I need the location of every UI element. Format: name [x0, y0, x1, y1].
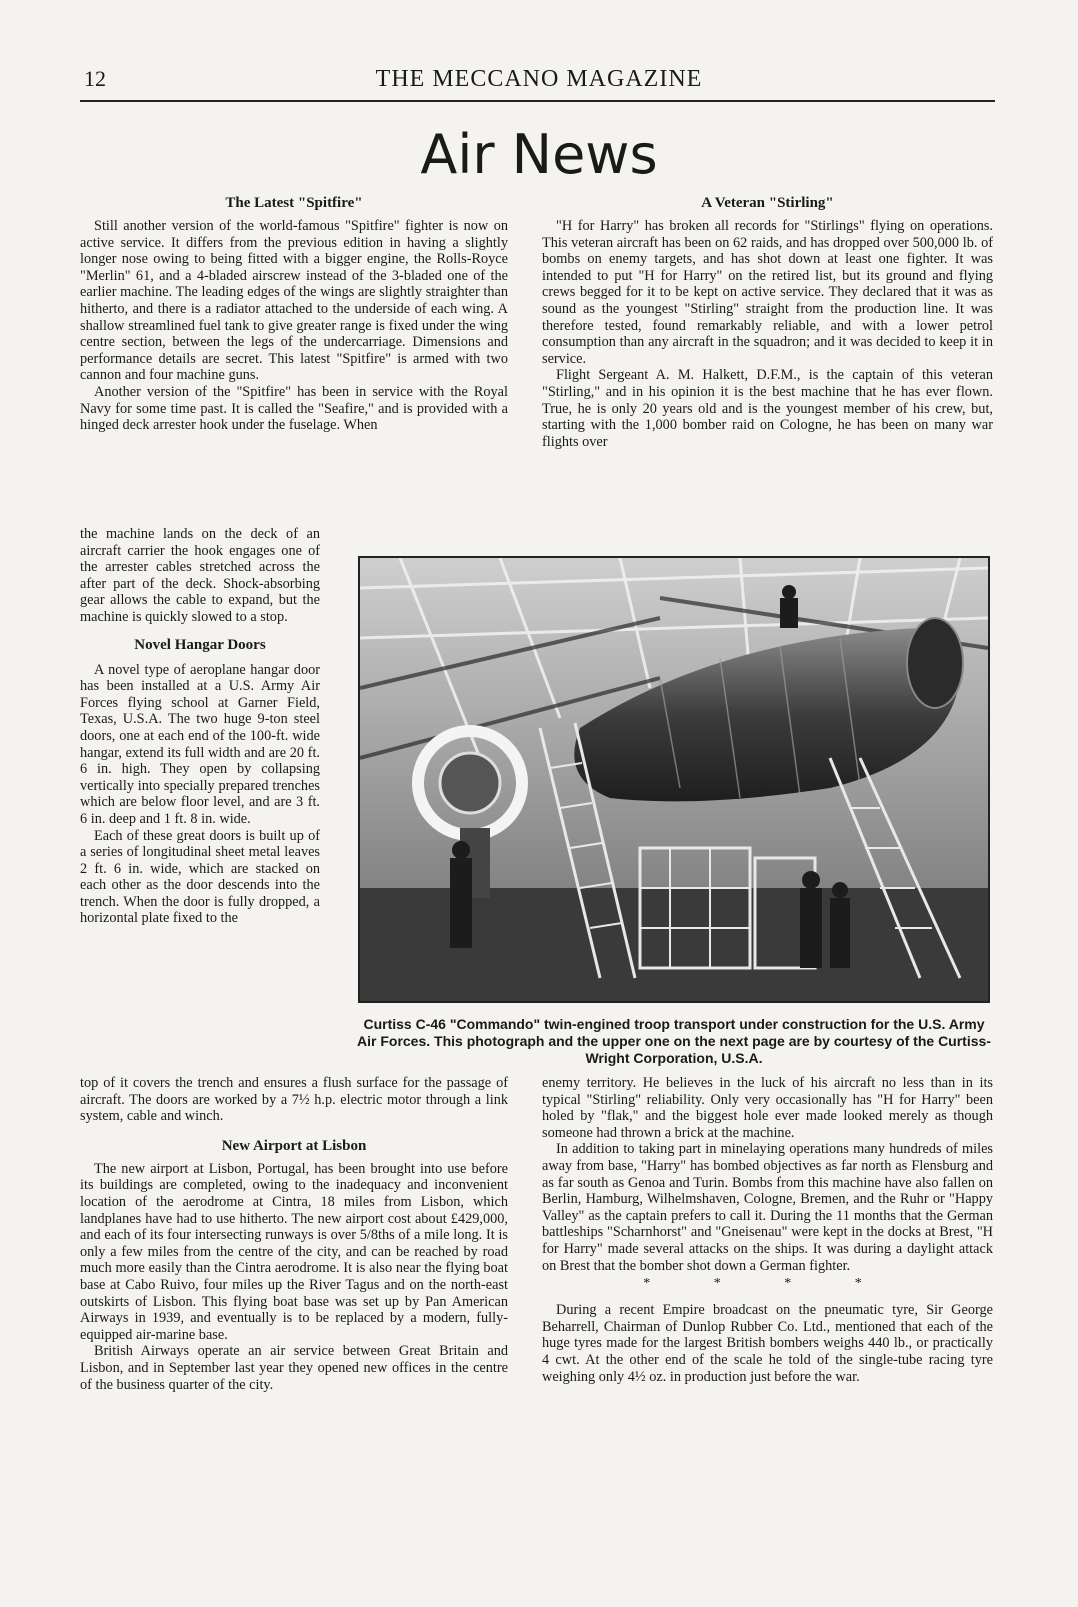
header-rule — [80, 100, 995, 102]
spitfire-paragraph-2-continued: the machine lands on the deck of an aircraft carrier the hook engages one of the arrester cables stretched across the after part of the deck. Shock-absorbing gear allows the cable to expand, but the machine is quickly slowed to a stop. — [80, 526, 320, 625]
aircraft-photo — [358, 556, 990, 1003]
right-lower-column — [542, 1075, 993, 1385]
hangar-paragraph-1: A novel type of aeroplane hangar door has been installed at a U.S. Army Air Forces flying school at Garner Field, Texas, U.S.A. The two huge 9-ton steel doors, one at each end of the 100-ft. wide hangar, extend its full width and are 20 ft. 6 in. high. They open by collapsing vertically into specially prepared trenches which are below floor level, and are 3 ft. 6 in. deep and 1 ft. 8 in. wide. — [80, 661, 320, 827]
stirling-heading: A Veteran "Stirling" — [701, 195, 834, 211]
stirling-article — [542, 194, 993, 450]
page-title: Air News — [420, 123, 658, 186]
lisbon-heading: New Airport at Lisbon — [221, 1137, 367, 1154]
left-lower-column — [80, 1075, 508, 1393]
spitfire-paragraph-2: Another version of the "Spitfire" has been in service with the Royal Navy for some time past. It is called the "Seafire," and is provided with a hinged deck arrester hook under the fuselage. When — [80, 383, 508, 434]
narrow-column — [80, 526, 320, 927]
stirling-paragraph-2-continued: enemy territory. He believes in the luck of his aircraft no less than in its typical "Stirling" reliability. Only very occasionally has "H for Harry" been holed by "flak," and the biggest hole ever made looked merely as though someone had thrown a brick at the machine. — [542, 1075, 993, 1141]
hangar-heading: Novel Hangar Doors — [134, 636, 266, 653]
photo-caption: Curtiss C-46 "Commando" twin-engined troop transport under construction for the U.S. Army Air Forces. This photograph and the upper one on the next page are by courtesy of the Curtiss-Wright Corporation, U.S.A. — [357, 1016, 991, 1066]
lisbon-paragraph-2: British Airways operate an air service between Great Britain and Lisbon, and in September last year they opened new offices in the centre of the business quarter of the city. — [80, 1343, 508, 1393]
spitfire-paragraph-1: Still another version of the world-famous "Spitfire" fighter is now on active service. It differs from the previous edition in having a slightly longer nose owing to being fitted with a bigger engine, the Rolls-Royce "Merlin" 61, and a 4-bladed airscrew instead of the 3-bladed one of the earlier machine. The leading edges of the wings are slightly straighter than hitherto, and there is a radiator attached to the underside of each wing. A shallow streamlined fuel tank to give greater range is fixed under the wing centre section, between the legs of the undercarriage. Dimensions and performance details are secret. This latest "Spitfire" is armed with two cannon and four machine guns. — [80, 218, 508, 384]
page-number: 12 — [84, 66, 106, 91]
hangar-construction-illustration — [360, 558, 988, 1001]
spitfire-heading: The Latest "Spitfire" — [225, 195, 363, 211]
spitfire-article — [80, 194, 508, 434]
hangar-paragraph-2: Each of these great doors is built up of a series of longitudinal sheet metal leaves 2 ft. 6 in. wide, which are stacked on each other as the door descends into the trench. When the door is fully dropped, a horizontal plate fixed to the — [80, 827, 320, 927]
lisbon-paragraph-1: The new airport at Lisbon, Portugal, has been brought into use before its buildings are completed, owing to the inadequacy and inconvenient location of the aerodrome at Cintra, 18 miles from Lisbon, which landplanes have had to use hitherto. The new airport cost about £429,000, and each of its four intersecting runways is over 5/8ths of a mile long. It is only a few miles from the centre of the city, and can be reached by road much more easily than the Cintra aerodrome. It is also near the flying boat base at Cabo Ruivo, four miles up the River Tagus and on the north-east outskirts of Lisbon. This flying boat base was set up by Pan American Airways in 1939, and eventually is to be replaced by a modern, fully-equipped air-marine base. — [80, 1160, 508, 1343]
hangar-paragraph-2-continued: top of it covers the trench and ensures a flush surface for the passage of aircraft. The doors are worked by a 7½ h.p. electric motor through a link system, cable and winch. — [80, 1075, 508, 1125]
masthead: THE MECCANO MAGAZINE — [375, 66, 703, 92]
section-separator: * * * * — [643, 1276, 892, 1292]
tyres-paragraph: During a recent Empire broadcast on the pneumatic tyre, Sir George Beharrell, Chairman of Dunlop Rubber Co. Ltd., mentioned that each of the huge tyres made for the largest British bombers weighs 440 lb., or practically 4 cwt. At the other end of the scale he told of the single-tube racing tyre weighing only 4½ oz. in production just before the war. — [542, 1302, 993, 1385]
stirling-paragraph-2: Flight Sergeant A. M. Halkett, D.F.M., is the captain of this veteran "Stirling," and in his opinion it is the best machine that he has ever flown. True, he is only 20 years old and is the youngest member of his crew, but, starting with the 1,000 bomber raid on Cologne, he has been on many war flights over — [542, 367, 993, 450]
stirling-paragraph-1: "H for Harry" has broken all records for "Stirlings" flying on operations. This veteran aircraft has been on 62 raids, and has dropped over 500,000 lb. of bombs on enemy targets, and has shot down at least one fighter. It was intended to put "H for Harry" on the retired list, but its ground and flying crews begged for it to be kept on active service. They declared that it was as sound as the youngest "Stirling" straight from the production line. It was therefore tested, found remarkably reliable, and with a lower petrol consumption than any aircraft in the squadron; and it was decided to keep it in service. — [542, 218, 993, 367]
stirling-paragraph-3: In addition to taking part in minelaying operations many hundreds of miles away from base, "Harry" has bombed objectives as far north as Flensburg and as far south as Genoa and Turin. Bombs from this machine have also fallen on Berlin, Hamburg, Wilhelmshaven, Cologne, Bremen, and the Ruhr or "Happy Valley" as the captain prefers to call it. During the 11 months that the German battleships "Scharnhorst" and "Gneisenau" were kept in the docks at Brest, "H for Harry" made several attacks on the ships. It was during a daylight attack on Brest that the bomber shot down a German fighter. — [542, 1141, 993, 1274]
